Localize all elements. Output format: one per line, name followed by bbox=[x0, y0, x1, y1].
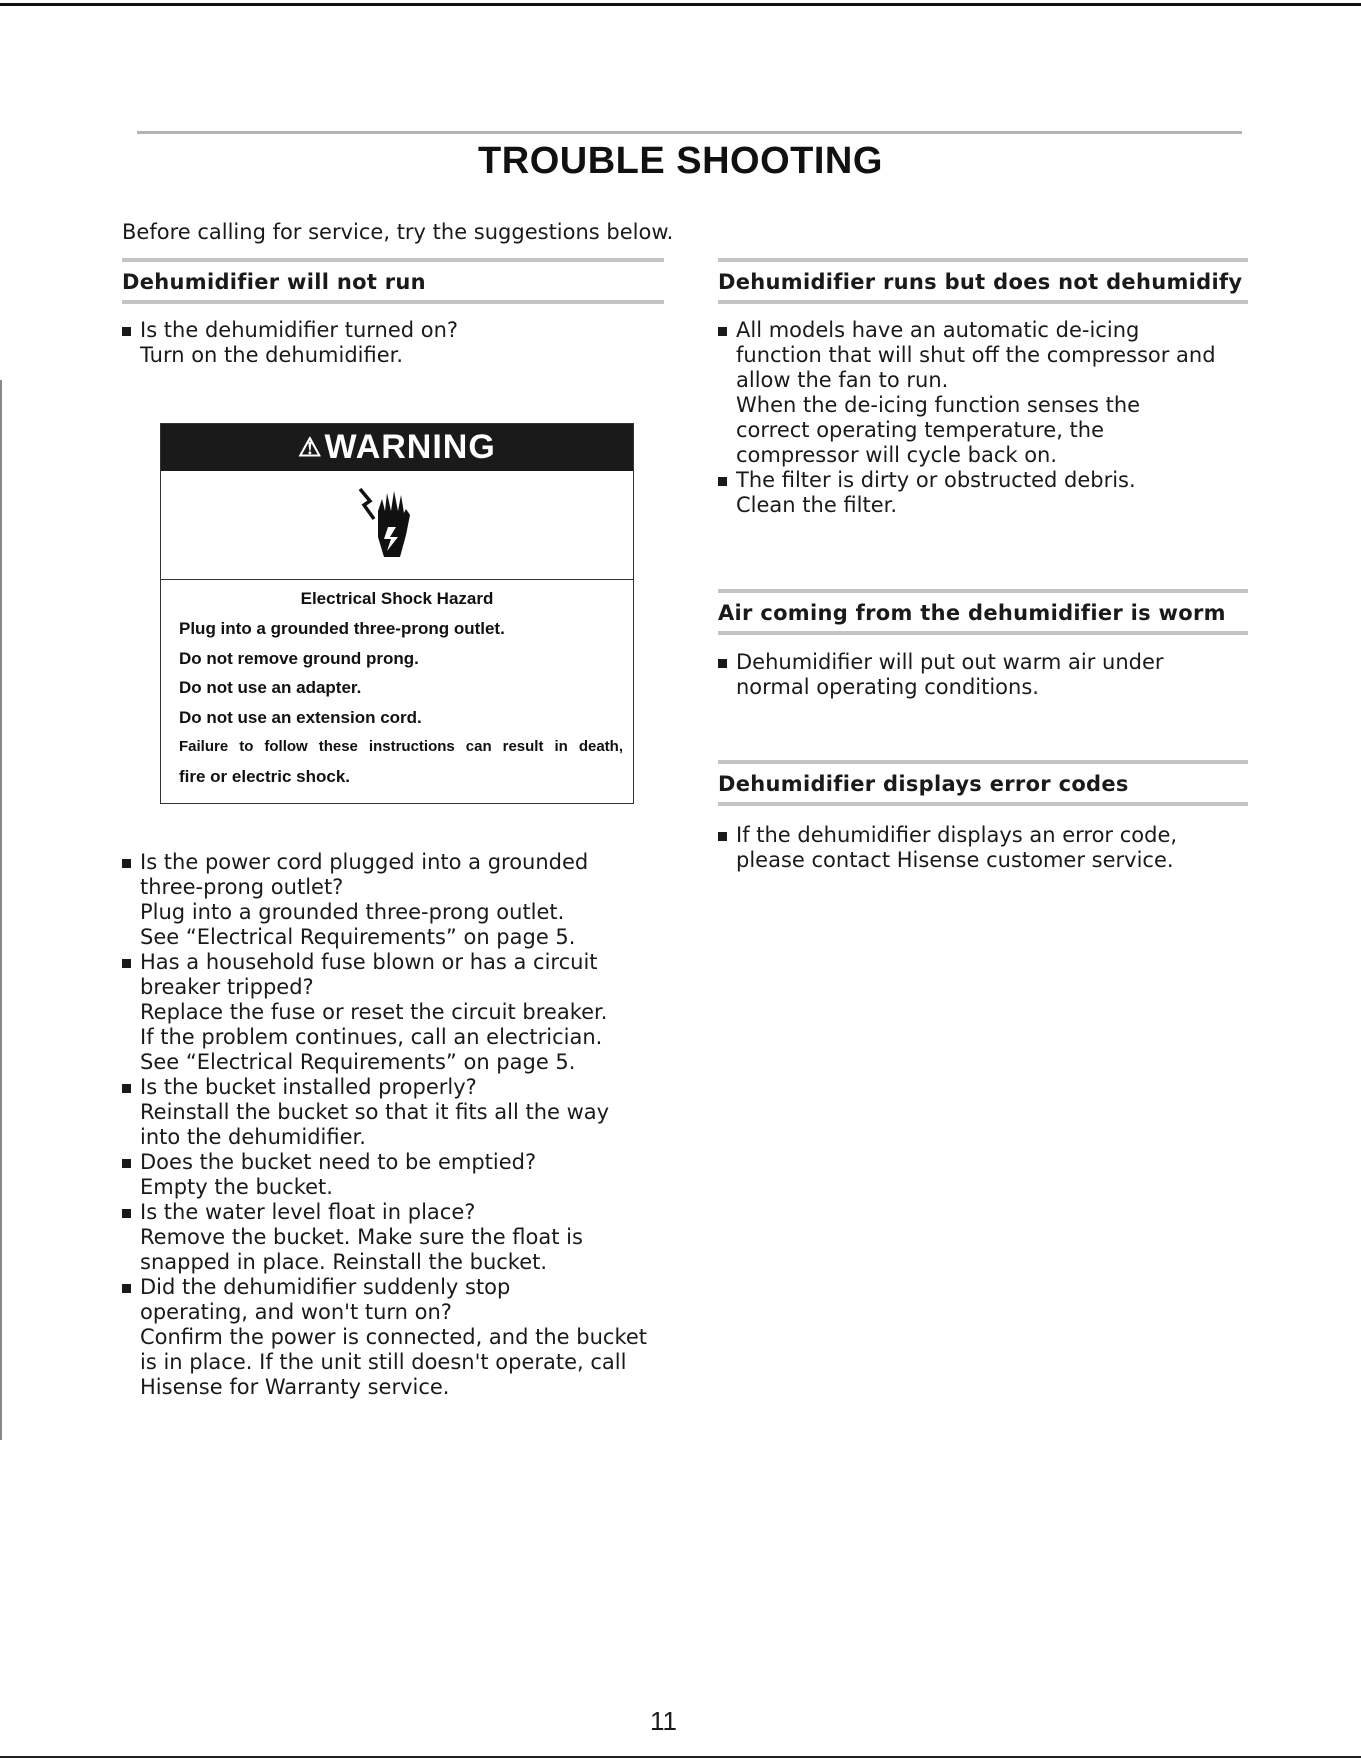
warning-icon-area bbox=[161, 471, 633, 580]
item-answer: Remove the bucket. Make sure the float is snapped in place. Reinstall the bucket. bbox=[140, 1225, 583, 1274]
item-answer: Replace the fuse or reset the circuit breaker. If the problem continues, call an electrician. See “Electrical Requirements” on page 5. bbox=[140, 1000, 608, 1074]
list-item bbox=[718, 650, 1278, 700]
scan-edge bbox=[0, 380, 2, 1440]
bullet-icon bbox=[718, 477, 727, 486]
warning-body bbox=[161, 584, 633, 791]
item-question: Is the bucket installed properly? bbox=[140, 1075, 477, 1099]
item-turned-on bbox=[122, 318, 682, 368]
item-answer: Empty the bucket. bbox=[140, 1175, 333, 1199]
list-item bbox=[718, 318, 1278, 468]
bullet-icon bbox=[122, 1084, 131, 1093]
section-heading-runs-not-dehumidify: Dehumidifier runs but does not dehumidify bbox=[718, 258, 1248, 304]
bullet-icon bbox=[122, 327, 131, 336]
item-text: If the dehumidifier displays an error code, please contact Hisense customer service. bbox=[736, 823, 1178, 872]
bullet-icon bbox=[122, 1159, 131, 1168]
list-item bbox=[122, 950, 682, 1075]
list-item bbox=[122, 850, 682, 950]
warning-header bbox=[161, 424, 633, 471]
page-number: 11 bbox=[650, 1706, 677, 1736]
item-question: Is the dehumidifier turned on? bbox=[140, 318, 459, 342]
title-rule bbox=[137, 131, 1242, 134]
warning-header-label: WARNING bbox=[324, 428, 496, 466]
warning-box bbox=[160, 423, 634, 804]
right-section2-items bbox=[718, 650, 1278, 700]
left-item-list bbox=[122, 850, 682, 1400]
item-question: Does the bucket need to be emptied? bbox=[140, 1150, 537, 1174]
warning-line: Failure to follow these instructions can result in death, bbox=[179, 738, 623, 755]
right-section3-items bbox=[718, 823, 1278, 873]
list-item bbox=[122, 318, 682, 368]
bullet-icon bbox=[122, 859, 131, 868]
item-question: Has a household fuse blown or has a circuit breaker tripped? bbox=[140, 950, 598, 999]
hazard-title: Electrical Shock Hazard bbox=[300, 589, 494, 608]
bullet-icon bbox=[718, 832, 727, 841]
intro-text: Before calling for service, try the suggestions below. bbox=[122, 220, 674, 244]
bullet-icon bbox=[122, 1209, 131, 1218]
section-heading-will-not-run: Dehumidifier will not run bbox=[122, 258, 664, 304]
list-item bbox=[122, 1075, 682, 1150]
item-question: Is the water level float in place? bbox=[140, 1200, 476, 1224]
top-border bbox=[0, 3, 1361, 6]
bullet-icon bbox=[122, 1284, 131, 1293]
item-answer: Plug into a grounded three-prong outlet. See “Electrical Requirements” on page 5. bbox=[140, 900, 576, 949]
right-section1-items bbox=[718, 318, 1278, 518]
item-answer: Turn on the dehumidifier. bbox=[140, 343, 404, 367]
bullet-icon bbox=[718, 659, 727, 668]
item-text: All models have an automatic de-icing function that will shut off the compressor and allow the fan to run. When the de-icing function senses the correct operating temperature, the compressor will cycle back on. bbox=[736, 318, 1216, 467]
section-heading-error-codes: Dehumidifier displays error codes bbox=[718, 760, 1248, 806]
warning-triangle-icon: ⚠ bbox=[298, 432, 323, 462]
list-item bbox=[718, 823, 1278, 873]
bullet-icon bbox=[718, 327, 727, 336]
electrical-shock-hand-icon bbox=[354, 481, 434, 569]
item-question: Did the dehumidifier suddenly stop operating, and won't turn on? bbox=[140, 1275, 511, 1324]
bullet-icon bbox=[122, 959, 131, 968]
item-answer: Confirm the power is connected, and the bucket is in place. If the unit still doesn't operate, call Hisense for Warranty service. bbox=[140, 1325, 648, 1399]
item-text: Dehumidifier will put out warm air under normal operating conditions. bbox=[736, 650, 1164, 699]
list-item bbox=[122, 1275, 682, 1400]
list-item bbox=[122, 1150, 682, 1200]
item-question: Is the power cord plugged into a grounded three-prong outlet? bbox=[140, 850, 589, 899]
warning-line: Do not use an extension cord. bbox=[179, 707, 422, 727]
warning-line: fire or electric shock. bbox=[179, 766, 351, 786]
warning-line: Do not remove ground prong. bbox=[179, 648, 419, 668]
warning-line: Plug into a grounded three-prong outlet. bbox=[179, 619, 505, 638]
list-item bbox=[122, 1200, 682, 1275]
page-title: TROUBLE SHOOTING bbox=[478, 140, 883, 182]
section-heading-warm-air: Air coming from the dehumidifier is worm bbox=[718, 589, 1248, 635]
warning-line: Do not use an adapter. bbox=[179, 678, 362, 697]
item-answer: Reinstall the bucket so that it fits all the way into the dehumidifier. bbox=[140, 1100, 610, 1149]
item-answer: Clean the filter. bbox=[736, 493, 898, 517]
item-question: The filter is dirty or obstructed debris. bbox=[736, 468, 1136, 492]
bottom-border bbox=[0, 1756, 1361, 1758]
list-item bbox=[718, 468, 1278, 518]
